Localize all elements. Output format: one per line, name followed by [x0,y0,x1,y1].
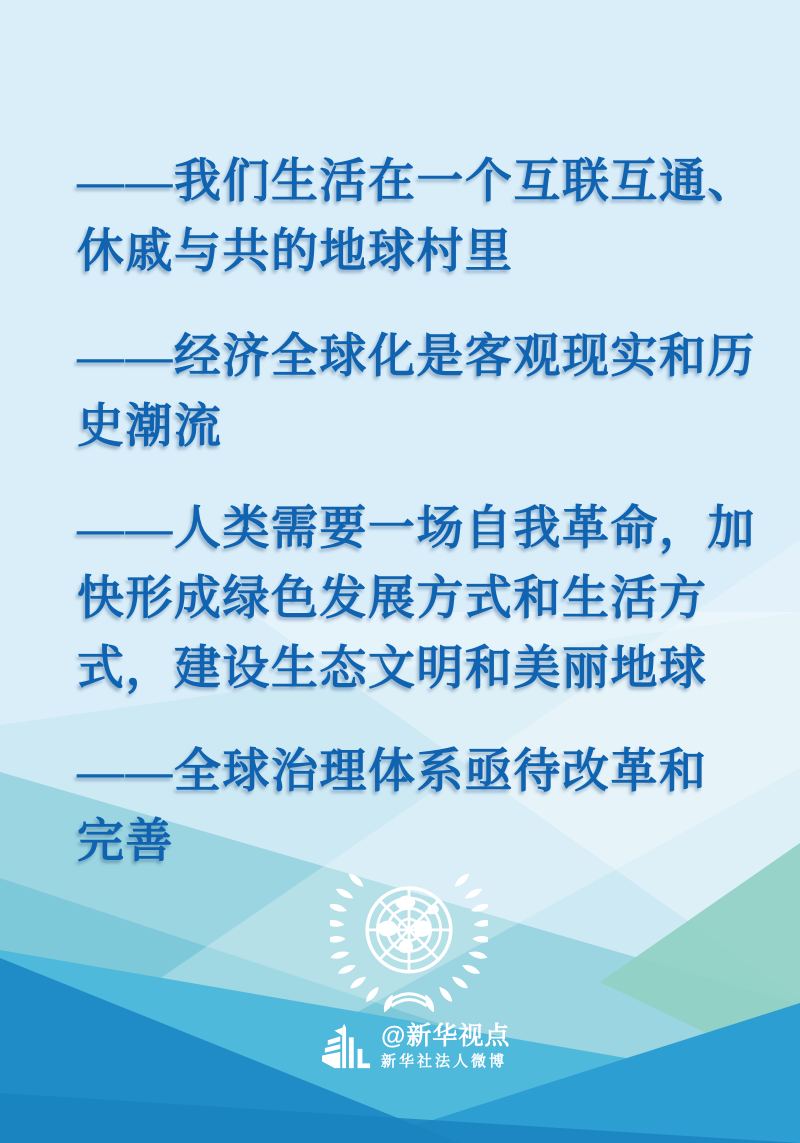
quote-line: ——人类需要一场自我革命，加 [77,503,756,555]
quote-line: 式，建设生态文明和美丽地球 [77,643,708,695]
quote-line: ——我们生活在一个互联互通、 [77,156,756,208]
quote-line: 休戚与共的地球村里 [77,226,514,278]
quote-line: ——经济全球化是客观现实和历 [77,331,756,383]
quote-block-green-development [77,494,757,704]
watermark-handle: @新华视点 [381,1022,511,1050]
watermark-subtitle: 新华社法人微博 [381,1053,508,1070]
united-nations-emblem-icon [330,864,488,1016]
quote-line: 史潮流 [77,401,223,453]
quote-block-globalization [77,322,757,462]
watermark [322,1022,510,1072]
quote-block-global-governance [77,737,757,877]
quote-line: 完善 [77,816,174,868]
quote-line: 快形成绿色发展方式和生活方 [77,573,708,625]
quote-line: ——全球治理体系亟待改革和 [77,746,708,798]
xinhua-monument-icon [322,1022,372,1072]
quote-block-global-village [77,147,757,287]
